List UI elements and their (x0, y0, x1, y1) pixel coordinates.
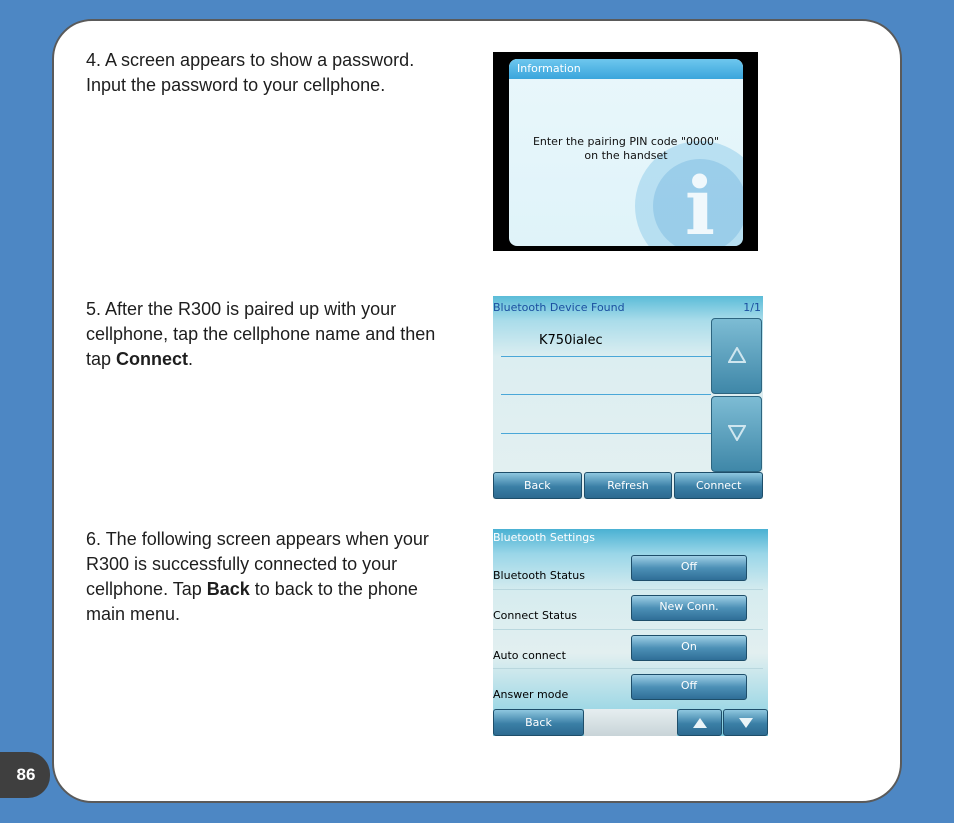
step-6-pre: 6. The following screen appears when your R300 is successfully connected to your cellphone. Tap (86, 529, 429, 599)
setting-label: Connect Status (493, 609, 578, 622)
step-6-text (86, 527, 436, 627)
connect-button[interactable]: Connect (674, 472, 763, 499)
bottom-bar (493, 472, 763, 499)
scroll-up-button[interactable] (711, 318, 762, 394)
divider (501, 356, 711, 357)
divider (493, 668, 763, 669)
triangle-up-icon (692, 717, 708, 729)
device-found-screen (493, 296, 763, 499)
bluetooth-settings-screen (493, 529, 768, 736)
screen-title: Bluetooth Device Found (493, 301, 625, 314)
bluetooth-status-button[interactable]: Off (631, 555, 747, 581)
divider (493, 629, 763, 630)
scroll-down-button[interactable] (723, 709, 768, 736)
dialog-title: Information (509, 59, 743, 79)
device-list-item[interactable]: K750ialec (539, 333, 603, 348)
back-button[interactable]: Back (493, 472, 582, 499)
dialog-message (509, 135, 743, 163)
bar-spacer (584, 709, 677, 736)
connect-status-button[interactable]: New Conn. (631, 595, 747, 621)
page-indicator: 1/1 (743, 301, 761, 314)
step-5-text (86, 297, 436, 372)
dialog-message-line1: Enter the pairing PIN code "0000" (532, 135, 720, 148)
information-dialog (509, 59, 743, 246)
setting-row-auto-connect (493, 635, 768, 675)
page-number: 86 (0, 752, 50, 798)
step-6-post: to back to the phone main menu. (86, 579, 418, 624)
setting-label: Bluetooth Status (493, 569, 585, 582)
step-5-bold: Connect (116, 349, 189, 369)
divider (493, 589, 763, 590)
scroll-down-button[interactable] (711, 396, 762, 472)
auto-connect-button[interactable]: On (631, 635, 747, 661)
setting-label: Auto connect (493, 649, 566, 662)
divider (501, 394, 711, 395)
dialog-message-line2: on the handset (584, 149, 668, 162)
triangle-down-icon (738, 717, 754, 729)
bottom-bar (493, 709, 768, 736)
page-card (52, 19, 902, 803)
scroll-up-button[interactable] (677, 709, 722, 736)
step-5-pre: 5. After the R300 is paired up with your cellphone, tap the cellphone name and then tap (86, 299, 436, 369)
info-icon: i (635, 141, 743, 246)
refresh-button[interactable]: Refresh (584, 472, 673, 499)
triangle-down-icon (728, 425, 746, 441)
screen-title: Bluetooth Settings (493, 531, 596, 544)
divider (501, 433, 711, 434)
setting-row-answer-mode (493, 674, 768, 714)
answer-mode-button[interactable]: Off (631, 674, 747, 700)
step-5-post: . (188, 349, 194, 369)
pin-screen (493, 52, 758, 251)
triangle-up-icon (728, 347, 746, 363)
back-button[interactable]: Back (493, 709, 584, 736)
step-4-text: 4. A screen appears to show a password. Input the password to your cellphone. (86, 50, 415, 95)
step-6-bold: Back (206, 579, 250, 599)
setting-label: Answer mode (493, 688, 569, 701)
